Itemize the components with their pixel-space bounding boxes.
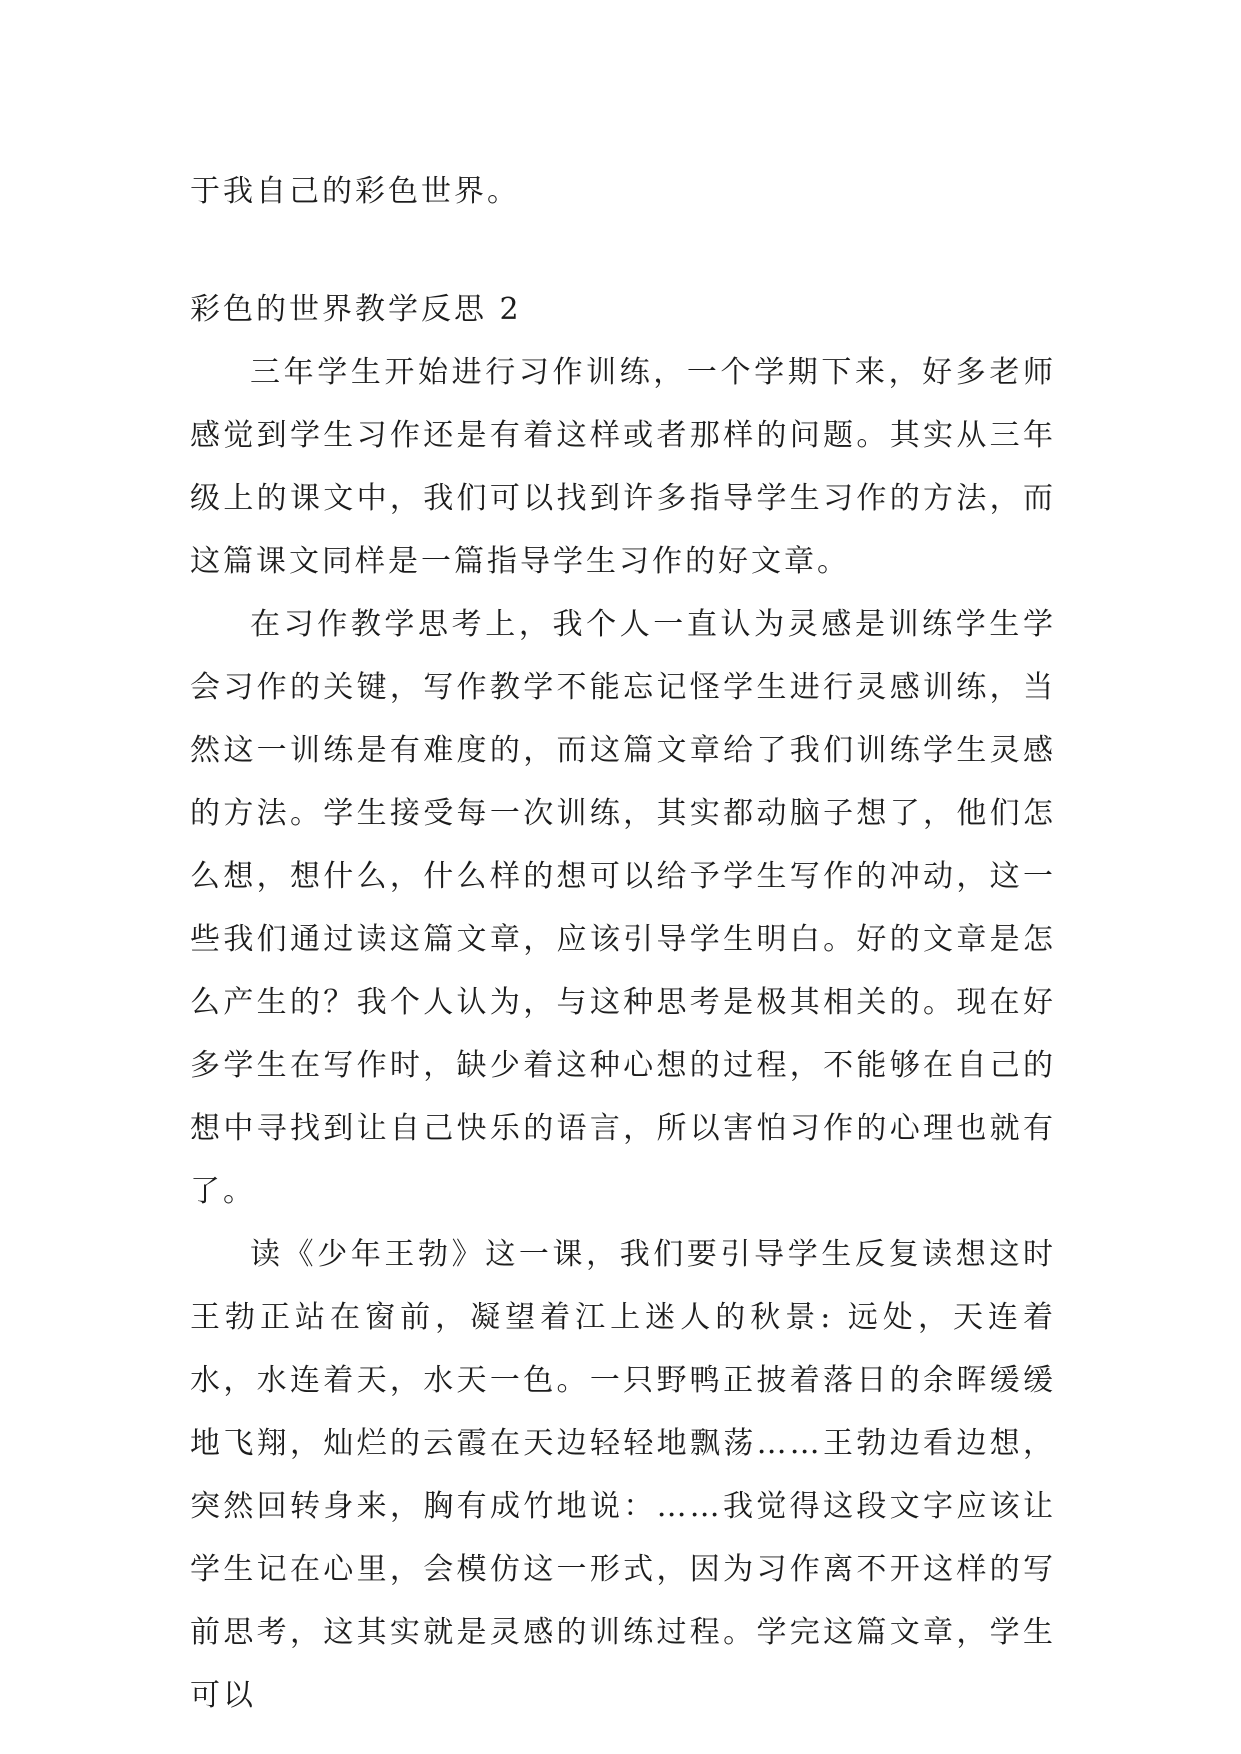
paragraph-3: 读《少年王勃》这一课，我们要引导学生反复读想这时王勃正站在窗前，凝望着江上迷人的秋景: 远处，天连着水，水连着天，水天一色。一只野鸭正披着落日的余晖缓缓地飞翔，灿烂的云霞在天边轻轻地飘荡……王勃边看边想，突然回转身来，胸有成竹地说：……我觉得这段文字应该让学生记在心里，会模仿这一形式，因为习作离不开这样的写前思考，这其实就是灵感的训练过程。学完这篇文章，学生可以 [190,1237,1056,1713]
document-body [190,160,1056,1727]
paragraph-1: 三年学生开始进行习作训练，一个学期下来，好多老师感觉到学生习作还是有着这样或者那样的问题。其实从三年级上的课文中，我们可以找到许多指导学生习作的方法，而这篇课文同样是一篇指导学生习作的好文章。 [190,355,1056,579]
continued-paragraph: 于我自己的彩色世界。 [190,174,520,209]
section-title: 彩色的世界教学反思 2 [190,292,522,327]
paragraph-2: 在习作教学思考上，我个人一直认为灵感是训练学生学会习作的关键，写作教学不能忘记怪学生进行灵感训练，当然这一训练是有难度的，而这篇文章给了我们训练学生灵感的方法。学生接受每一次训练，其实都动脑子想了，他们怎么想，想什么，什么样的想可以给予学生写作的冲动，这一些我们通过读这篇文章，应该引导学生明白。好的文章是怎么产生的？我个人认为，与这种思考是极其相关的。现在好多学生在写作时，缺少着这种心想的过程，不能够在自己的想中寻找到让自己快乐的语言，所以害怕习作的心理也就有了。 [190,607,1056,1209]
